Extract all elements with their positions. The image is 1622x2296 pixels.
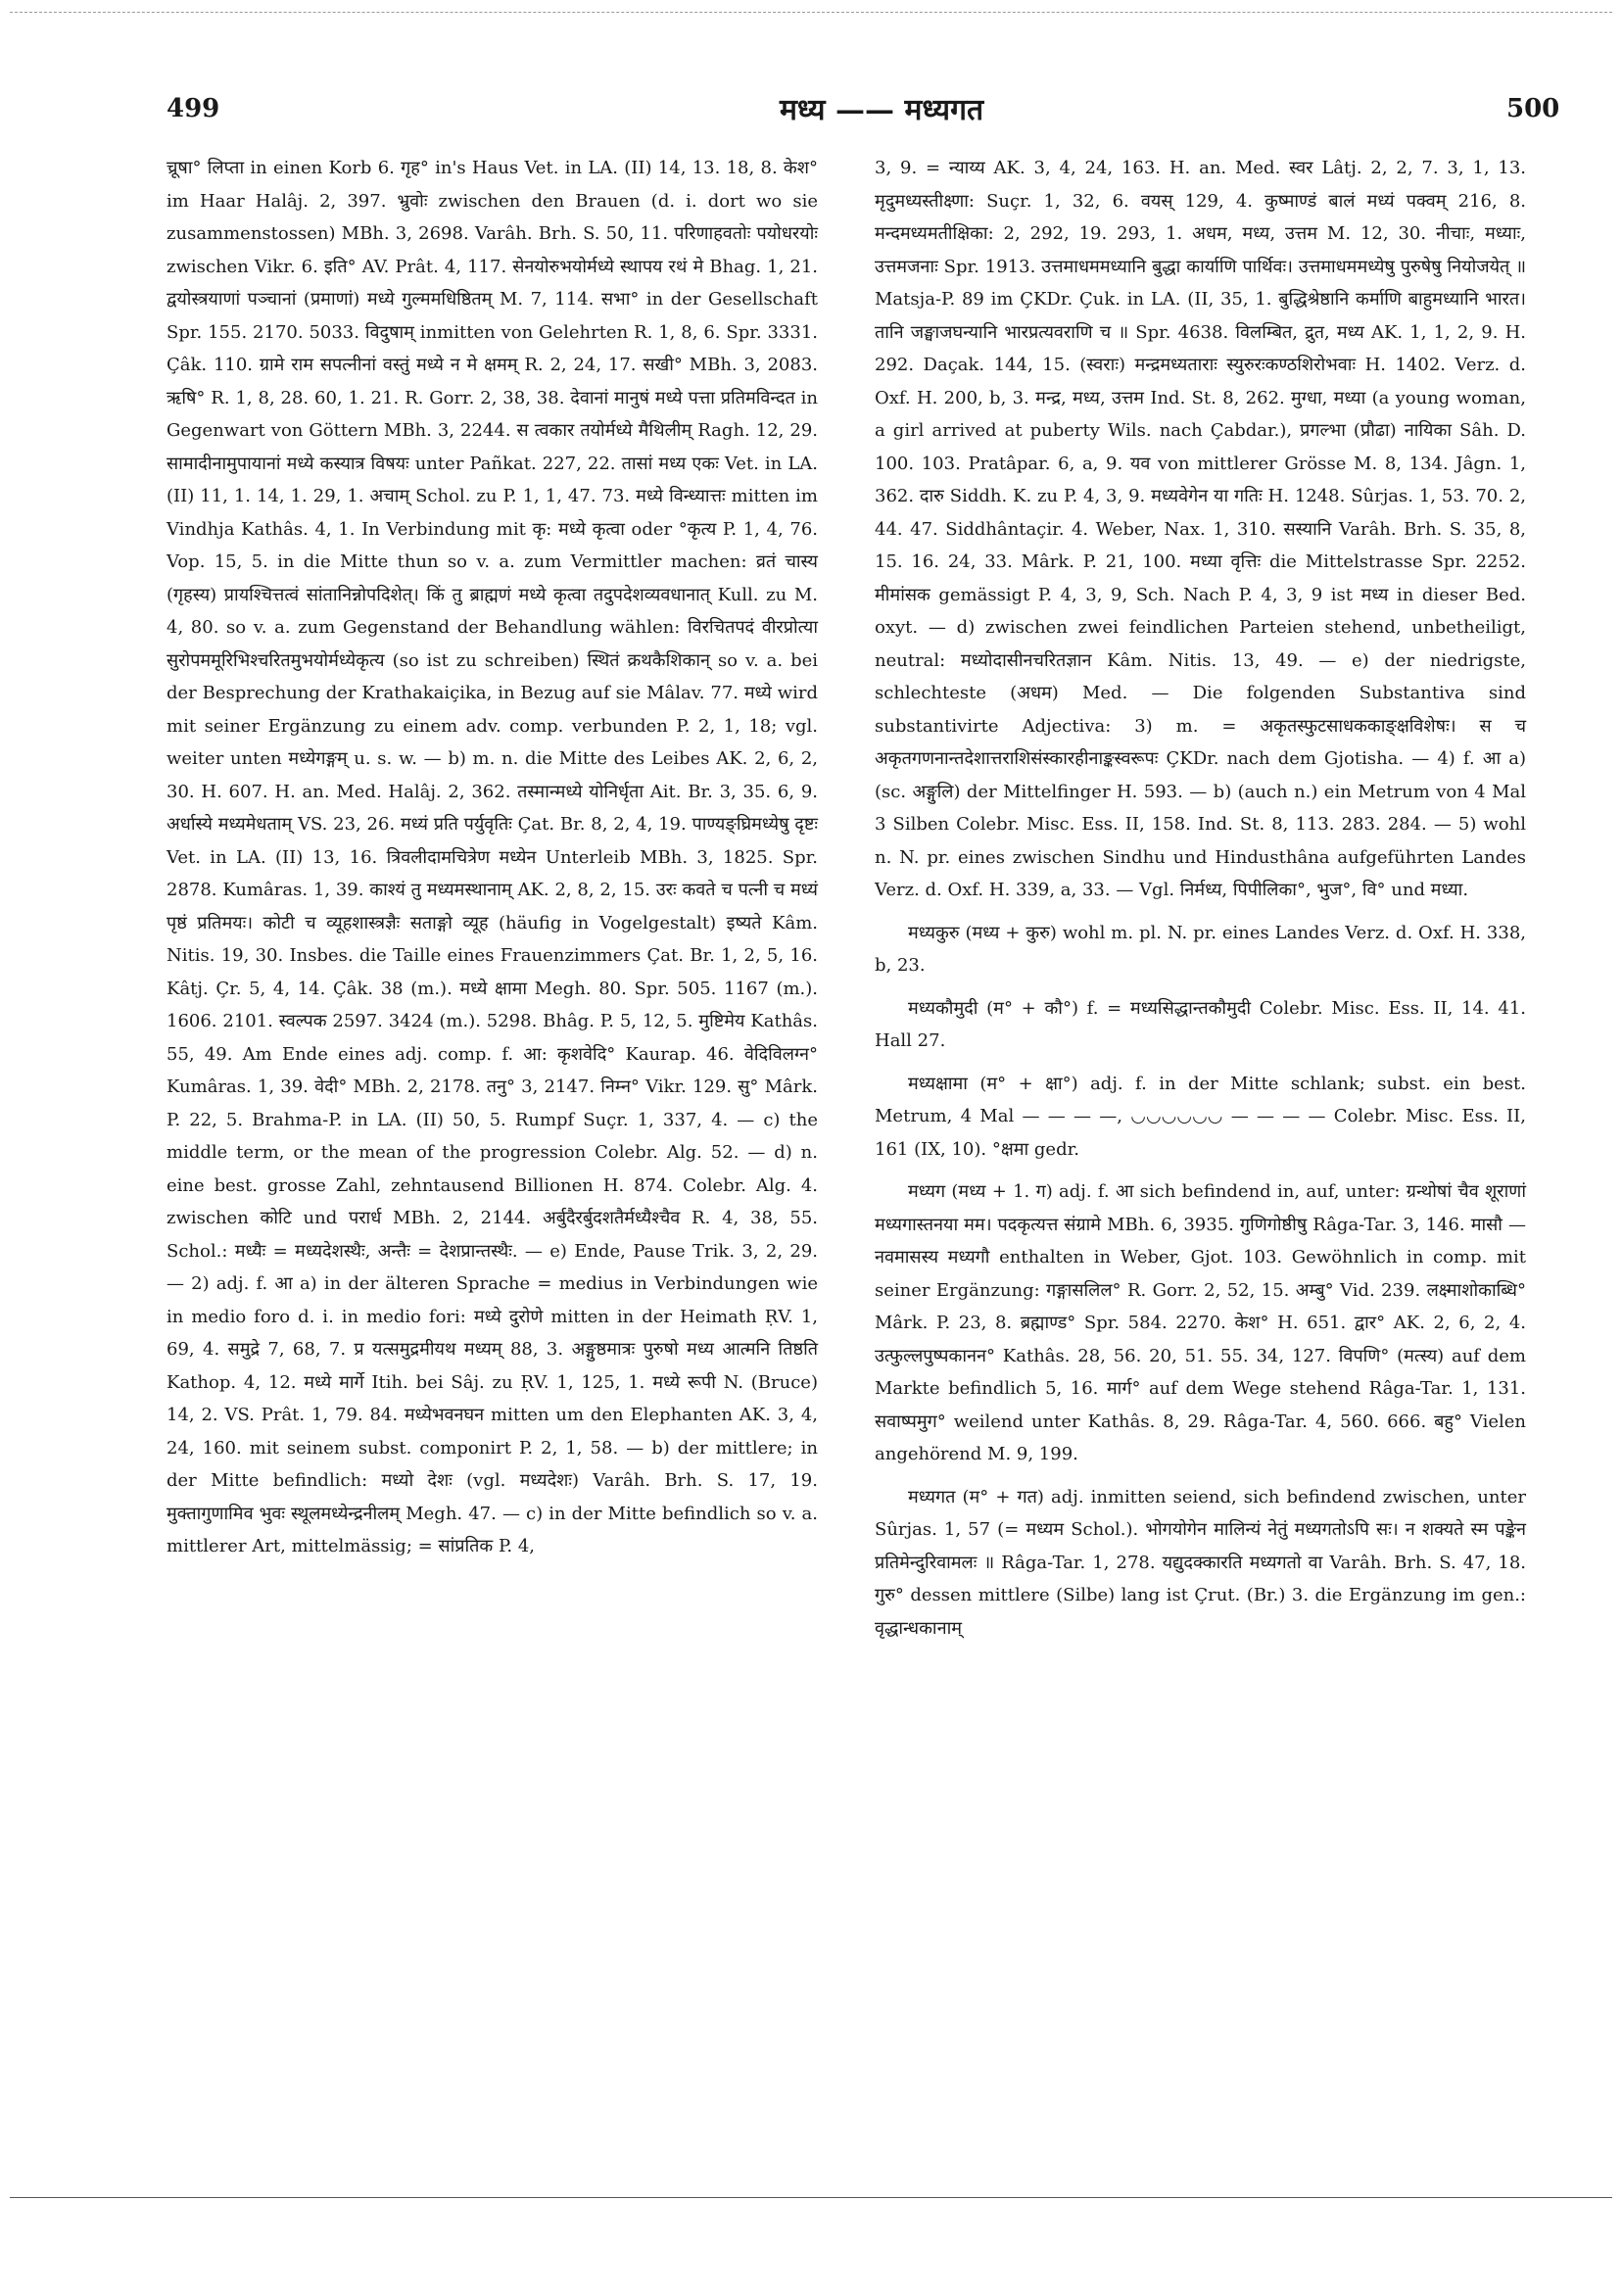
paragraph: 3, 9. = न्याय्य AK. 3, 4, 24, 163. H. an. Med. स्वर Lâtj. 2, 2, 7. 3, 1, 13. मृदुमध्यस्तीक्ष्णा: Suçr. 1, 32, 6. वयस् 129, 4. कुष्माण्डं बालं मध्यं पक्वम् 216, 8. मन्दमध्यमतीक्षिका: 2, 292, 19. 293, 1. अधम, मध्य, उत्तम M. 12, 30. नीचाः, मध्याः, उत्तमजनाः Spr. 1913. उत्तमाधममध्यानि बुद्धा कार्याणि पार्थिवः। उत्तमाधममध्येषु पुरुषेषु नियोजयेत् ॥ Matsja-P. 89 im ÇKDr. Çuk. in LA. (II, 35, 1. बुद्धिश्रेष्ठानि कर्माणि बाहुमध्यानि भारत। तानि जङ्घाजघन्यानि भारप्रत्यवराणि च ॥ Spr. 4638. विलम्बित, द्रुत, मध्य AK. 1, 1, 2, 9. H. 292. Daçak. 144, 15. (स्वराः) मन्द्रमध्यताराः स्युरुरःकण्ठशिरोभवाः H. 1402. Verz. d. Oxf. H. 200, b, 3. मन्द्र, मध्य, उत्तम Ind. St. 8, 262. मुग्धा, मध्या (a young woman, a girl arrived at puberty Wils. nach Çabdar.), प्रगल्भा (प्रौढा) नायिका Sâh. D. 100. 103. Pratâpar. 6, a, 9. यव von mittlerer Grösse M. 8, 134. Jâgn. 1, 362. दारु Siddh. K. zu P. 4, 3, 9. मध्यवेगेन या गतिः H. 1248. Sûrjas. 1, 53. 70. 2, 44. 47. Siddhântaçir. 4. Weber, Nax. 1, 310. सस्यानि Varâh. Brh. S. 35, 8, 15. 16. 24, 33. Mârk. P. 21, 100. मध्या वृत्तिः die Mittelstrasse Spr. 2252. मीमांसक gemässigt P. 4, 3, 9, Sch. Nach P. 4, 3, 9 ist मध्य in dieser Bed. oxyt. — d) zwischen zwei feindlichen Parteien stehend, unbetheiligt, neutral: मध्योदासीनचरितज्ञान Kâm. Nitis. 13, 49. — e) der niedrigste, schlechteste (अधम) Med. — Die folgenden Substantiva sind substantivirte Adjectiva: 3) m. = अकृतस्फुटसाधककाङ्क्षविशेषः। स च अकृतगणनान्तदेशात्तराशिसंस्कारहीनाङ्कस्वरूपः ÇKDr. nach dem Gjotisha. — 4) f. आ a) (sc. अङ्गुलि) der Mittelfinger H. 593. — b) (auch n.) ein Metrum von 4 Mal 3 Silben Colebr. Misc. Ess. II, 158. Ind. St. 8, 113. 283. 284. — 5) wohl n. N. pr. eines zwischen Sindhu und Hindusthâna aufgeführten Landes Verz. d. Oxf. H. 339, a, 33. — Vgl. निर्मध्य, पिपीलिका°, भुज°, वि° und मध्या. [875, 158, 1526, 900]
page-number-left: 499 [167, 94, 220, 123]
entry-madhyagata: मध्यगत (म° + गत) adj. inmitten seiend, sich befindend zwischen, unter Sûrjas. 1, 57 (= मध्यम Schol.). भोगयोगेन मालिन्यं नेतुं मध्यगतोऽपि सः। न शक्यते स्म पङ्केन प्रतिमेन्दुरिवामलः ॥ Râga-Tar. 1, 278. यद्युदक्कारति मध्यगतो वा Varâh. Brh. S. 47, 18. गुरु° dessen mittlere (Silbe) lang ist Çrut. (Br.) 3. die Ergänzung im gen.: वृद्धान्धकानाम् [875, 1486, 1526, 1639]
page-number-right: 500 [1506, 94, 1560, 123]
entry-madhyakshama: मध्यक्षामा (म° + क्षा°) adj. f. in der Mitte schlank; subst. ein best. Metrum, 4 Mal — — — —, ◡◡◡◡◡◡ — — — — Colebr. Misc. Ess. II, 161 (IX, 10). °क्षमा gedr. [875, 1073, 1526, 1160]
entry-madhyaga: मध्यग (मध्य + 1. ग) adj. f. आ sich befindend in, auf, unter: ग्रन्थोषां चैव शूराणां मध्यगास्तनया मम। पदकृत्यत्त संग्रामे MBh. 6, 3935. गुणिगोष्ठीषु Râga-Tar. 3, 146. मासौ — नवमासस्य मध्यगौ enthalten in Weber, Gjot. 103. Gewöhnlich in comp. mit seiner Ergänzung: गङ्गासलिल° R. Gorr. 2, 52, 15. अम्बु° Vid. 239. लक्ष्माशोकाब्धि° Mârk. P. 23, 8. ब्रह्माण्ड° Spr. 584. 2270. केश° H. 651. द्वार° AK. 2, 6, 2, 4. उत्फुल्लपुष्पकानन° Kathâs. 28, 56. 20, 51. 55. 34, 127. विपणि° (मत्स्य) auf dem Markte befindlich 5, 16. मार्ग° auf dem Wege stehend Râga-Tar. 1, 131. सवाष्पमुग° weilend unter Kathâs. 8, 29. Râga-Tar. 4, 560. 666. बहु° Vielen angehörend M. 9, 199. [875, 1181, 1526, 1464]
running-head: मध्य —— मध्यगत [779, 93, 984, 127]
column-left [167, 152, 818, 1573]
bottom-rule [10, 2197, 1612, 2198]
column-right [875, 152, 1526, 1654]
entry-madhyakuru: मध्यकुरु (मध्य + कुरु) wohl m. pl. N. pr. eines Landes Verz. d. Oxf. H. 338, b, 23. [875, 922, 1526, 976]
entry-madhyakaumudi: मध्यकौमुदी (म° + कौ°) f. = मध्यसिद्धान्तकौमुदी Colebr. Misc. Ess. II, 14. 41. Hall 27. [875, 997, 1526, 1051]
top-rule [10, 12, 1612, 13]
paragraph: च्रूषा° लिप्ता in einen Korb 6. गृह° in's Haus Vet. in LA. (II) 14, 13. 18, 8. केश° im Haar Halâj. 2, 397. भ्रुवोः zwischen den Brauen (d. i. dort wo sie zusammenstossen) MBh. 3, 2698. Varâh. Brh. S. 50, 11. परिणाहवतोः पयोधरयोः zwischen Vikr. 6. इति° AV. Prât. 4, 117. सेनयोरुभयोर्मध्ये स्थापय रथं मे Bhag. 1, 21. द्वयोस्त्रयाणां पञ्चानां (प्रमाणां) मध्ये गुल्ममधिष्ठितम् M. 7, 114. सभा° in der Gesellschaft Spr. 155. 2170. 5033. विदुषाम् inmitten von Gelehrten R. 1, 8, 6. Spr. 3331. Çâk. 110. ग्रामे राम सपत्नीनां वस्तुं मध्ये न मे क्षमम् R. 2, 24, 17. सखी° MBh. 3, 2083. ऋषि° R. 1, 8, 28. 60, 1. 21. R. Gorr. 2, 38, 38. देवानां मानुषं मध्ये पत्ता प्रतिमविन्दत in Gegenwart von Göttern MBh. 3, 2244. स त्वकार तयोर्मध्ये मैथिलीम् Ragh. 12, 29. सामादीनामुपायानां मध्ये कस्यात्र विषयः unter Pañkat. 227, 22. तासां मध्य एकः Vet. in LA. (II) 11, 1. 14, 1. 29, 1. अचाम् Schol. zu P. 1, 1, 47. 73. मध्ये विन्ध्यात्तः mitten im Vindhja Kathâs. 4, 1. In Verbindung mit कृ: मध्ये कृत्वा oder °कृत्य P. 1, 4, 76. Vop. 15, 5. in die Mitte thun so v. a. zum Vermittler machen: व्रतं चास्य (गृहस्य) प्रायश्चित्तत्वं सांतानिन्नोपदिशेत्। किं तु ब्राह्मणं मध्ये कृत्वा तदुपदेशव्यवधानात् Kull. zu M. 4, 80. so v. a. zum Gegenstand der Behandlung wählen: विरचितपदं वीरप्रोत्या सुरोपममूरिभिश्चरितमुभयोर्मध्येकृत्य (so ist zu schreiben) स्थितं क्रथकैशिकान् so v. a. bei der Besprechung der Krathakaiçika, in Bezug auf sie Mâlav. 77. मध्ये wird mit seiner Ergänzung zu einem adv. comp. verbunden P. 2, 1, 18; vgl. weiter unten मध्येगङ्गम् u. s. w. — b) m. n. die Mitte des Leibes AK. 2, 6, 2, 30. H. 607. H. an. Med. Halâj. 2, 362. तस्मान्मध्ये योनिर्धृता Ait. Br. 3, 35. 6, 9. अर्धास्ये मध्यमेधताम् VS. 23, 26. मध्यं प्रति पर्युवृतिः Çat. Br. 8, 2, 4, 19. पाण्यङ्घ्रिमध्येषु दृष्टः Vet. in LA. (II) 13, 16. त्रिवलीदामचित्रेण मध्येन Unterleib MBh. 3, 1825. Spr. 2878. Kumâras. 1, 39. काश्यं तु मध्यमस्थानाम् AK. 2, 8, 2, 15. उरः कवते च पत्नी च मध्यं पृष्ठं प्रतिमयः। कोटी च व्यूहशास्त्रज्ञैः सताङ्गो व्यूह (häufig in Vogelgestalt) इष्यते Kâm. Nitis. 19, 30. Insbes. die Taille eines Frauenzimmers Çat. Br. 1, 2, 5, 16. Kâtj. Çr. 5, 4, 14. Çâk. 38 (m.). मध्ये क्षामा Megh. 80. Spr. 505. 1167 (m.). 1606. 2101. स्वल्पक 2597. 3424 (m.). 5298. Bhâg. P. 5, 12, 5. मुष्टिमेय Kathâs. 55, 49. Am Ende eines adj. comp. f. आ: कृशवेदि° Kaurap. 46. वेदिविलग्न° Kumâras. 1, 39. वेदी° MBh. 2, 2178. तनु° 3, 2147. निम्न° Vikr. 129. सु° Mârk. P. 22, 5. Brahma-P. in LA. (II) 50, 5. Rumpf Suçr. 1, 337, 4. — c) the middle term, or the mean of the progression Colebr. Alg. 52. — d) n. eine best. grosse Zahl, zehntausend Billionen H. 874. Colebr. Alg. 4. zwischen कोटि und परार्ध MBh. 2, 2144. अर्बुदैरर्बुदशतैर्मध्यैश्चैव R. 4, 38, 55. Schol.: मध्यैः = मध्यदेशस्थैः, अन्तैः = देशप्रान्तस्थैः. — e) Ende, Pause Trik. 3, 2, 29. — 2) adj. f. आ a) in der älteren Sprache = medius in Verbindungen wie in medio foro d. i. in medio fori: मध्ये दुरोणे mitten in der Heimath ṚV. 1, 69, 4. समुद्रे 7, 68, 7. प्र यत्समुद्रमीयथ मध्यम् 88, 3. अङ्गुष्ठमात्रः पुरुषो मध्य आत्मनि तिष्ठति Kathop. 4, 12. मध्ये मार्गे Itih. bei Sâj. zu ṚV. 1, 125, 1. मध्ये रूपी N. (Bruce) 14, 2. VS. Prât. 1, 79. 84. मध्येभवनघन mitten um den Elephanten AK. 3, 4, 24, 160. mit seinem subst. componirt P. 2, 1, 58. — b) der mittlere; in der Mitte befindlich: मध्यो देशः (vgl. मध्यदेशः) Varâh. Brh. S. 17, 19. मुक्तागुणामिव भुवः स्थूलमध्येन्द्रनीलम् Megh. 47. — c) in der Mitte befindlich so v. a. mittlerer Art, mittelmässig; = सांप्रतिक P. 4, [167, 158, 818, 1556]
